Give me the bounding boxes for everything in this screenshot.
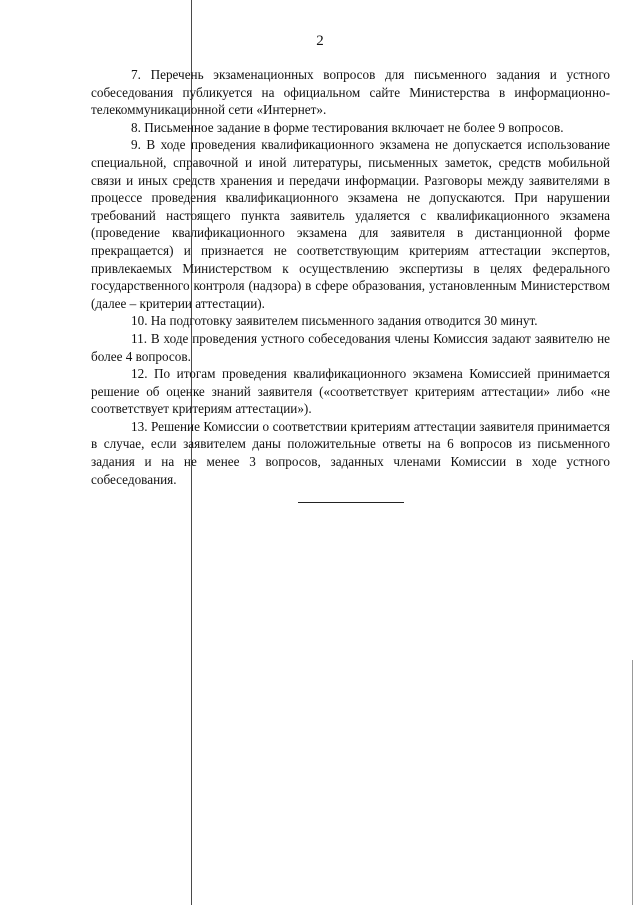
paragraph-11: 11. В ходе проведения устного собеседования члены Комиссия задают заявителю не более 4 вопросов. [91, 330, 610, 364]
page-number: 2 [316, 33, 324, 49]
paragraph-9: 9. В ходе проведения квалификационного экзамена не допускается использование специальной, справочной и иной литературы, письменных заметок, средств мобильной связи и иных средств хранения и передачи информации. Разговоры между заявителями в процессе проведения квалификационного экзамена не допускаются. При нарушении требований настоящего пункта заявитель удаляется с квалификационного экзамена (проведение квалификационного экзамена для заявителя в дистанционной форме прекращается) и признается не соответствующим критериям аттестации экспертов, привлекаемых Министерством к осуществлению экспертизы в целях федерального государственного контроля (надзора) в сфере образования, установленным Министерством (далее – критерии аттестации). [91, 137, 610, 311]
paragraph-12: 12. По итогам проведения квалификационного экзамена Комиссией принимается решение об оценке знаний заявителя («соответствует критериям аттестации» либо «не соответствует критериям аттестации»). [91, 366, 610, 417]
scan-edge-line [632, 660, 633, 905]
paragraph-8: 8. Письменное задание в форме тестирования включает не более 9 вопросов. [131, 119, 564, 135]
paragraph-13: 13. Решение Комиссии о соответствии критериям аттестации заявителя принимается в случае, если заявителем даны положительные ответы на 6 вопросов из письменного задания и на не менее 3 вопросов, заданных членами Комиссии в ходе устного собеседования. [91, 418, 610, 487]
end-of-text-rule [298, 502, 404, 503]
paragraph-7: 7. Перечень экзаменационных вопросов для письменного задания и устного собеседования публикуется на официальном сайте Министерства в информационно-телекоммуникационной сети «Интернет». [91, 67, 610, 118]
paragraph-10: 10. На подготовку заявителем письменного задания отводится 30 минут. [131, 313, 538, 329]
document-body [91, 66, 610, 488]
